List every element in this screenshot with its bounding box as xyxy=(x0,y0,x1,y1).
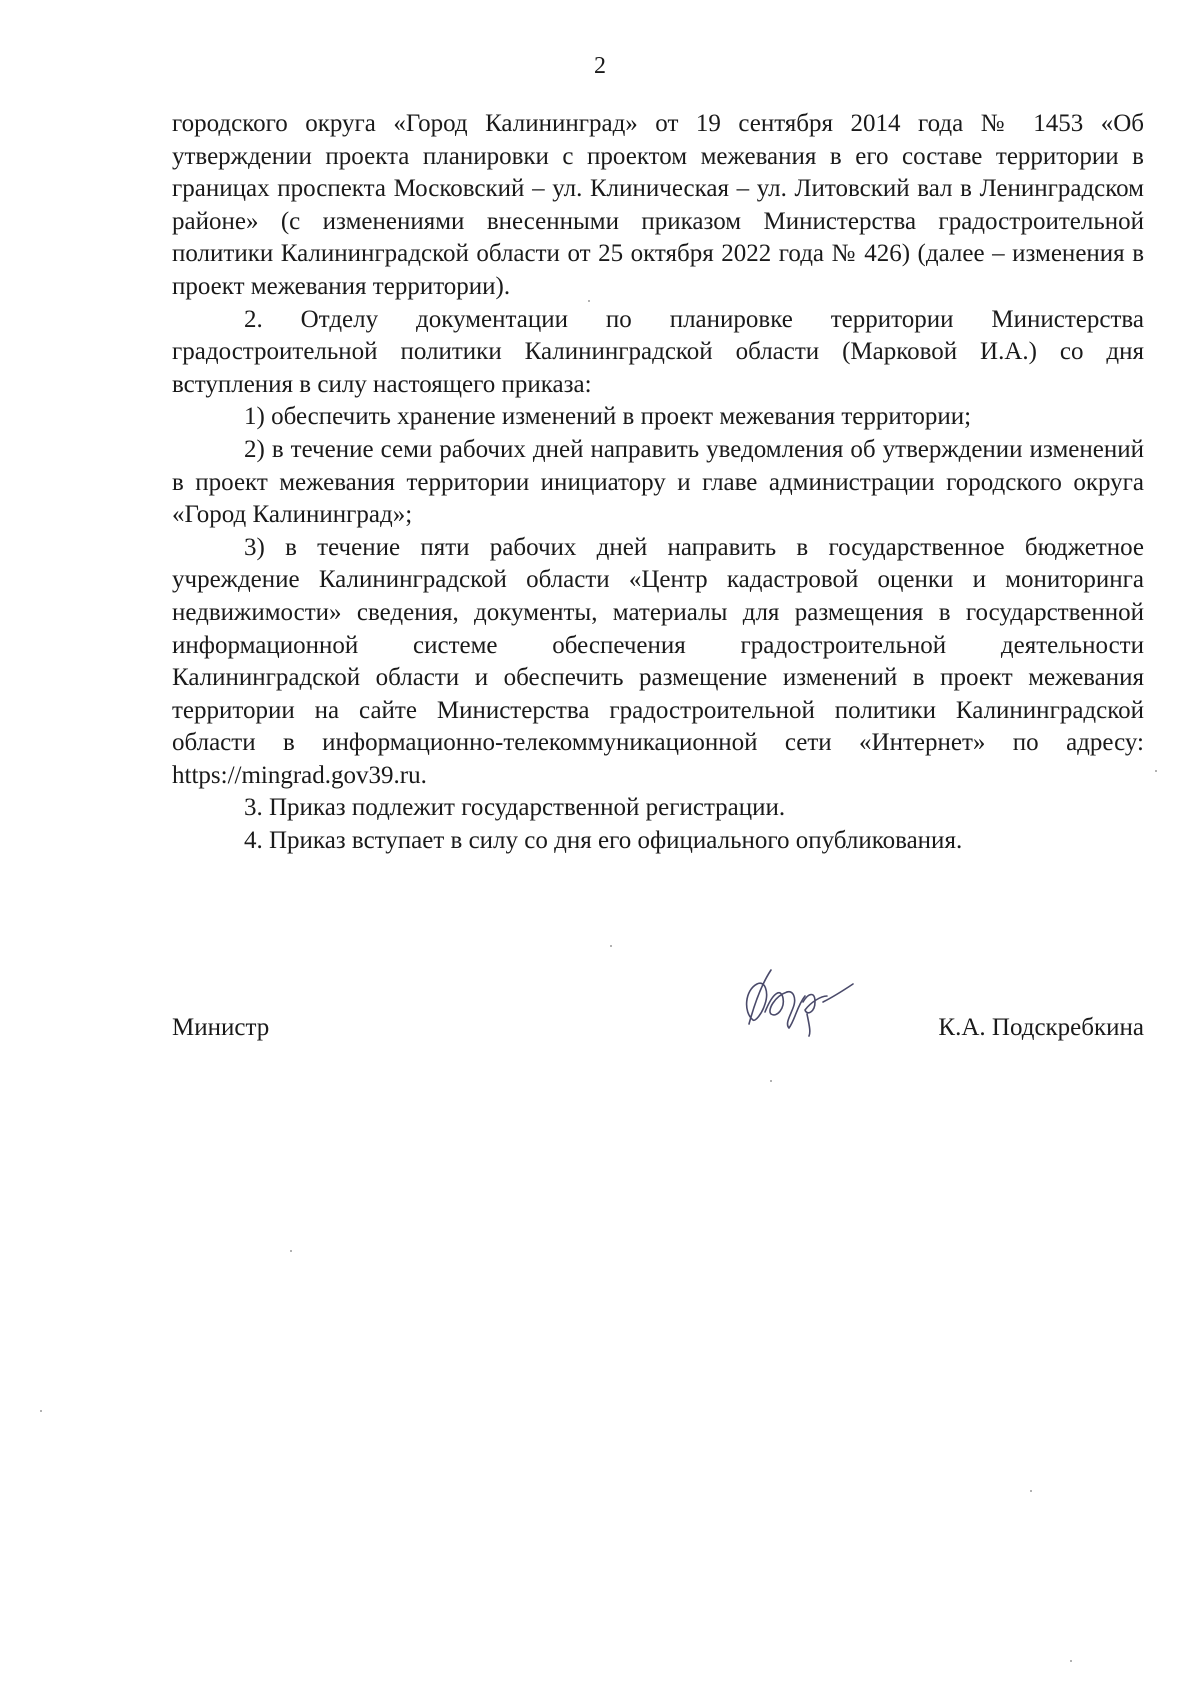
signatory-title: Министр xyxy=(172,1014,270,1041)
paragraph-item-4: 4. Приказ вступает в силу со дня его официального опубликования. xyxy=(244,827,963,855)
scan-speck xyxy=(1155,770,1157,772)
scan-speck xyxy=(40,1410,42,1412)
scan-speck xyxy=(1030,1490,1032,1492)
signatory-name: К.А. Подскребкина xyxy=(938,1014,1144,1041)
subitem-2-3-text: 3) в течение пяти рабочих дней направить в государственное бюджетное учреждение Калининградской области «Центр кадастровой оценки и мониторинга недвижимости» сведения, документы, материалы для размещения в государственной информационной системе обеспечения градостроительной деятельности Калининградской области и обеспечить размещение изменений в проект межевания территории на сайте Министерства градостроительной политики Калининградской области в информационно-телекоммуникационной сети «Интернет» по адресу: xyxy=(172,533,1144,757)
page-number: 2 xyxy=(594,53,606,79)
paragraph-intro-continuation: городского округа «Город Калининград» от 19 сентября 2014 года № 1453 «Об утверждении проекта планировки с проектом межевания в его составе территории в границах проспекта Московский – ул. Клиническая – ул. Литовский вал в Ленинградском районе» (с изменениями внесенными приказом Министерства градостроительной политики Калининградской области от 25 октября 2022 года № 426) (далее – изменения в проект межевания территории). xyxy=(172,110,1144,300)
paragraph-item-3: 3. Приказ подлежит государственной регистрации. xyxy=(244,794,786,822)
scan-speck xyxy=(290,1250,292,1252)
paragraph-subitem-2-3: 3) в течение пяти рабочих дней направить в государственное бюджетное учреждение Калининградской области «Центр кадастровой оценки и мониторинга недвижимости» сведения, документы, материалы для размещения в государственной информационной системе обеспечения градостроительной деятельности Калининградской области и обеспечить размещение изменений в проект межевания территории на сайте Министерства градостроительной политики Калининградской области в информационно-телекоммуникационной сети «Интернет» по адресу: https://mingrad.gov39.ru. xyxy=(172,533,1144,789)
handwritten-signature xyxy=(735,962,865,1042)
scan-speck xyxy=(610,945,612,947)
document-body xyxy=(172,108,1144,858)
paragraph-subitem-2-1: 1) обеспечить хранение изменений в проект межевания территории; xyxy=(244,403,972,431)
paragraph-subitem-2-2: 2) в течение семи рабочих дней направить уведомления об утверждении изменений в проект межевания территории инициатору и главе администрации городского округа «Город Калининград»; xyxy=(172,435,1144,529)
scan-speck xyxy=(1070,1660,1072,1662)
scan-speck xyxy=(770,1080,772,1082)
scan-speck xyxy=(588,300,590,302)
paragraph-item-2: 2. Отделу документации по планировке территории Министерства градостроительной политики Калининградской области (Марковой И.А.) со дня вступления в силу настоящего приказа: xyxy=(172,305,1144,398)
website-link[interactable]: https://mingrad.gov39.ru xyxy=(172,761,421,789)
